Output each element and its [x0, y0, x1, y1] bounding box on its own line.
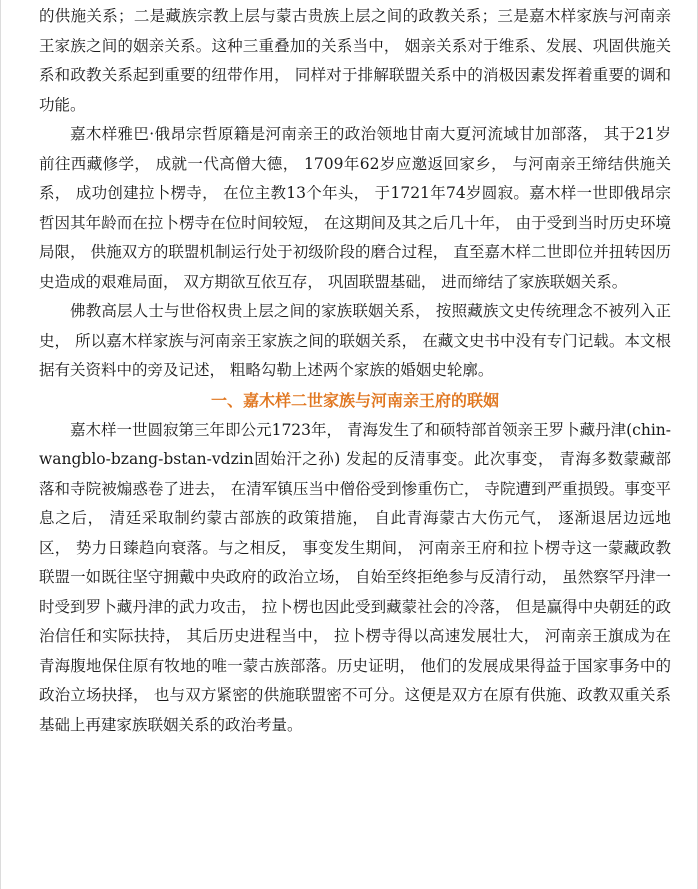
paragraph-jamyang-first: 嘉木样雅巴·俄昂宗哲原籍是河南亲王的政治领地甘南大夏河流域甘加部落， 其于21岁前往西藏修学， 成就一代高僧大德， 1709年62岁应邀返回家乡， 与河南亲王缔结供施关系， 成功创建拉卜楞寺， 在位主教13个年头， 于1721年74岁圆寂。嘉木样一世即俄昂宗哲因其年龄而在拉卜楞寺在位时间较短， 在这期间及其之后几十年， 由于受到当时历史环境局限， 供施双方的联盟机制运行处于初级阶段的磨合过程， 直至嘉木样二世即位并扭转因历史造成的艰难局面， 双方期欲互依互存， 巩固联盟基础， 进而缔结了家族联姻关系。	[39, 125, 671, 291]
section-heading: 一、嘉木样二世家族与河南亲王府的联姻	[210, 390, 499, 410]
paragraph-relations-summary: 的供施关系；二是藏族宗教上层与蒙古贵族上层之间的政教关系；三是嘉木样家族与河南亲王家族之间的姻亲关系。这种三重叠加的关系当中， 姻亲关系对于维系、发展、巩固供施关系和政教关系起到重要的纽带作用， 同样对于排解联盟关系中的消极因素发挥着重要的调和功能。	[39, 7, 671, 114]
paragraph-marriage-records: 佛教高层人士与世俗权贵上层之间的家族联姻关系， 按照藏族文史传统理念不被列入正史， 所以嘉木样家族与河南亲王家族之间的联姻关系， 在藏文史书中没有专门记载。本文根据有关资料中的旁及记述， 粗略勾勒上述两个家族的婚姻史轮廓。	[39, 302, 671, 379]
paragraph-1723-incident: 嘉木样一世圆寂第三年即公元1723年， 青海发生了和硕特部首领亲王罗卜藏丹津(chin-wangblo-bzang-bstan-vdzin固始汗之孙) 发起的反清事变。此次事变， 青海多数蒙藏部落和寺院被煽惑卷了进去， 在清军镇压当中僧俗受到惨重伤亡， 寺院遭到严重损毁。事变平息之后， 清廷采取制约蒙古部族的政策措施， 自此青海蒙古大伤元气， 逐渐退居边远地区， 势力日臻趋向衰落。与之相反， 事变发生期间， 河南亲王府和拉卜楞寺这一蒙藏政教联盟一如既往坚守拥戴中央政府的政治立场， 自始至终拒绝参与反清行动， 虽然察罕丹津一时受到罗卜藏丹津的武力攻击， 拉卜楞也因此受到藏蒙社会的冷落， 但是赢得中央朝廷的政治信任和实际扶持， 其后历史进程当中， 拉卜楞寺得以高速发展壮大， 河南亲王旗成为在青海腹地保住原有牧地的唯一蒙古族部落。历史证明， 他们的发展成果得益于国家事务中的政治立场抉择， 也与双方紧密的供施联盟密不可分。这便是双方在原有供施、政教双重关系基础上再建家族联姻关系的政治考量。	[39, 420, 671, 734]
article-body	[39, 2, 671, 740]
